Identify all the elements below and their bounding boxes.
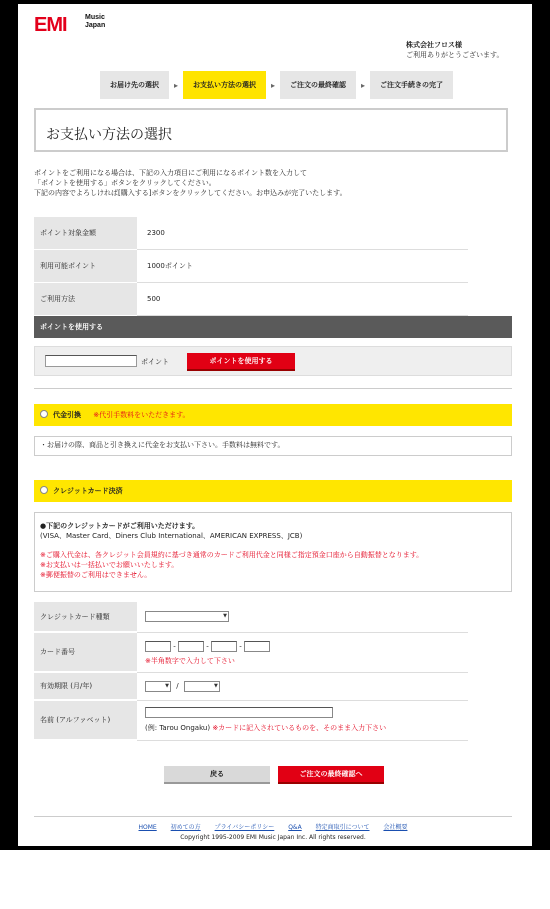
footer-divider — [34, 816, 512, 817]
credit-heading: ●下記のクレジットカードがご利用いただけます。 — [40, 522, 200, 530]
card-form — [34, 602, 468, 741]
final-confirm-button[interactable]: ご注文の最終確認へ — [278, 766, 384, 784]
intro-line: 下記の内容でよろしければ[購入する]ボタンをクリックしてください。お申込みが完了いたします。 — [34, 189, 347, 197]
cod-fee-note: ※代引手数料をいただきます。 — [93, 411, 190, 419]
use-points-header: ポイントを使用する — [34, 316, 512, 338]
credit-brands: (VISA、Master Card、Diners Club International、AMERICAN EXPRESS、JCB) — [40, 532, 303, 540]
step-arrow-icon: ▸ — [270, 80, 275, 90]
logo-sub-line1: Music — [85, 14, 105, 21]
card-number-dash: - — [239, 642, 242, 651]
copyright: Copyright 1995-2009 EMI Music Japan Inc. All rights reserved. — [180, 834, 366, 841]
table-row — [34, 602, 468, 632]
cod-description-box — [34, 436, 512, 456]
divider — [34, 388, 512, 389]
page-title-box — [34, 108, 508, 152]
expiry-label: 有効期限 (月/年) — [34, 672, 137, 700]
page-title: お支払い方法の選択 — [46, 127, 172, 143]
expiry-separator: / — [176, 682, 179, 690]
step-arrow-icon: ▸ — [173, 80, 178, 90]
credit-radio[interactable] — [40, 486, 48, 494]
points-usage-value: 500 — [137, 283, 468, 316]
step-delivery: お届け先の選択 — [100, 71, 169, 99]
use-points-row — [34, 346, 512, 376]
credit-notice: ※郵便振替のご利用はできません。 — [40, 571, 152, 579]
credit-info-box — [34, 512, 512, 592]
table-row — [34, 632, 468, 672]
credit-notice: ※ご購入代金は、各クレジット会員規約に基づき通常のカードご利用代金と同様ご指定預金口座から自動振替となります。 — [40, 551, 424, 559]
step-payment-current: お支払い方法の選択 — [183, 71, 266, 99]
footer-link-commerce-law[interactable]: 特定商取引について — [315, 824, 370, 831]
points-target-label: ポイント対象金額 — [34, 217, 137, 250]
name-note: ※カードに記入されているものを、そのまま入力下さい — [212, 724, 387, 732]
page-container — [18, 4, 532, 846]
emi-logo-subtitle — [85, 14, 105, 30]
expiry-month-select[interactable] — [145, 681, 171, 692]
points-target-value: 2300 — [137, 217, 468, 250]
customer-name: 株式会社フロス様 — [406, 41, 462, 49]
greeting-thanks: ご利用ありがとうございます。 — [406, 51, 504, 59]
table-row — [34, 283, 468, 316]
step-complete: ご注文手続きの完了 — [370, 71, 453, 99]
card-number-field-1[interactable] — [145, 641, 171, 652]
back-button[interactable]: 戻る — [164, 766, 270, 784]
footer-link-beginners[interactable]: 初めての方 — [170, 824, 201, 831]
logo-sub-line2: Japan — [85, 22, 106, 29]
points-available-value: 1000ポイント — [137, 250, 468, 283]
cod-description: ・お届けの際、商品と引き換えに代金をお支払い下さい。手数料は無料です。 — [40, 441, 285, 449]
step-confirm: ご注文の最終確認 — [280, 71, 356, 99]
footer-link-home[interactable]: HOME — [138, 824, 157, 831]
card-number-field-2[interactable] — [178, 641, 204, 652]
cardholder-name-input[interactable] — [145, 707, 333, 718]
table-row — [34, 700, 468, 740]
expiry-year-select[interactable] — [184, 681, 220, 692]
card-type-label: クレジットカード種類 — [34, 602, 137, 632]
card-number-field-4[interactable] — [244, 641, 270, 652]
footer-link-faq[interactable]: Q&A — [288, 824, 302, 831]
credit-option[interactable] — [34, 480, 512, 502]
greeting — [406, 40, 503, 60]
credit-notice: ※お支払いは一括払いでお願いいたします。 — [40, 561, 179, 569]
points-unit-label: ポイント — [141, 358, 169, 366]
footer-link-privacy[interactable]: プライバシーポリシー — [214, 824, 275, 831]
points-table — [34, 216, 468, 316]
cod-title: 代金引換 — [53, 411, 81, 419]
table-row — [34, 672, 468, 700]
card-number-note: ※半角数字で入力して下さい — [145, 657, 235, 665]
card-type-select[interactable] — [145, 611, 229, 622]
intro-text — [34, 168, 514, 198]
intro-line: 「ポイントを使用する」ボタンをクリックしてください。 — [34, 179, 216, 187]
points-input[interactable] — [45, 355, 137, 367]
name-example: (例: Tarou Ongaku) — [145, 724, 211, 732]
cardholder-name-label: 名前 (アルファベット) — [34, 700, 137, 740]
step-arrow-icon: ▸ — [360, 80, 365, 90]
points-usage-label: ご利用方法 — [34, 283, 137, 316]
card-number-label: カード番号 — [34, 632, 137, 672]
table-row — [34, 217, 468, 250]
points-available-label: 利用可能ポイント — [34, 250, 137, 283]
card-number-dash: - — [173, 642, 176, 651]
use-points-button[interactable]: ポイントを使用する — [187, 353, 295, 371]
cod-radio[interactable] — [40, 410, 48, 418]
checkout-steps — [100, 71, 453, 99]
emi-logo[interactable]: EMI — [34, 14, 67, 36]
card-number-dash: - — [206, 642, 209, 651]
footer-link-company[interactable]: 会社概要 — [383, 824, 408, 831]
credit-title: クレジットカード決済 — [53, 487, 123, 495]
card-number-field-3[interactable] — [211, 641, 237, 652]
cod-option[interactable] — [34, 404, 512, 426]
footer-links — [34, 822, 512, 831]
table-row — [34, 250, 468, 283]
intro-line: ポイントをご利用になる場合は、下記の入力項目にご利用になるポイント数を入力して — [34, 169, 307, 177]
